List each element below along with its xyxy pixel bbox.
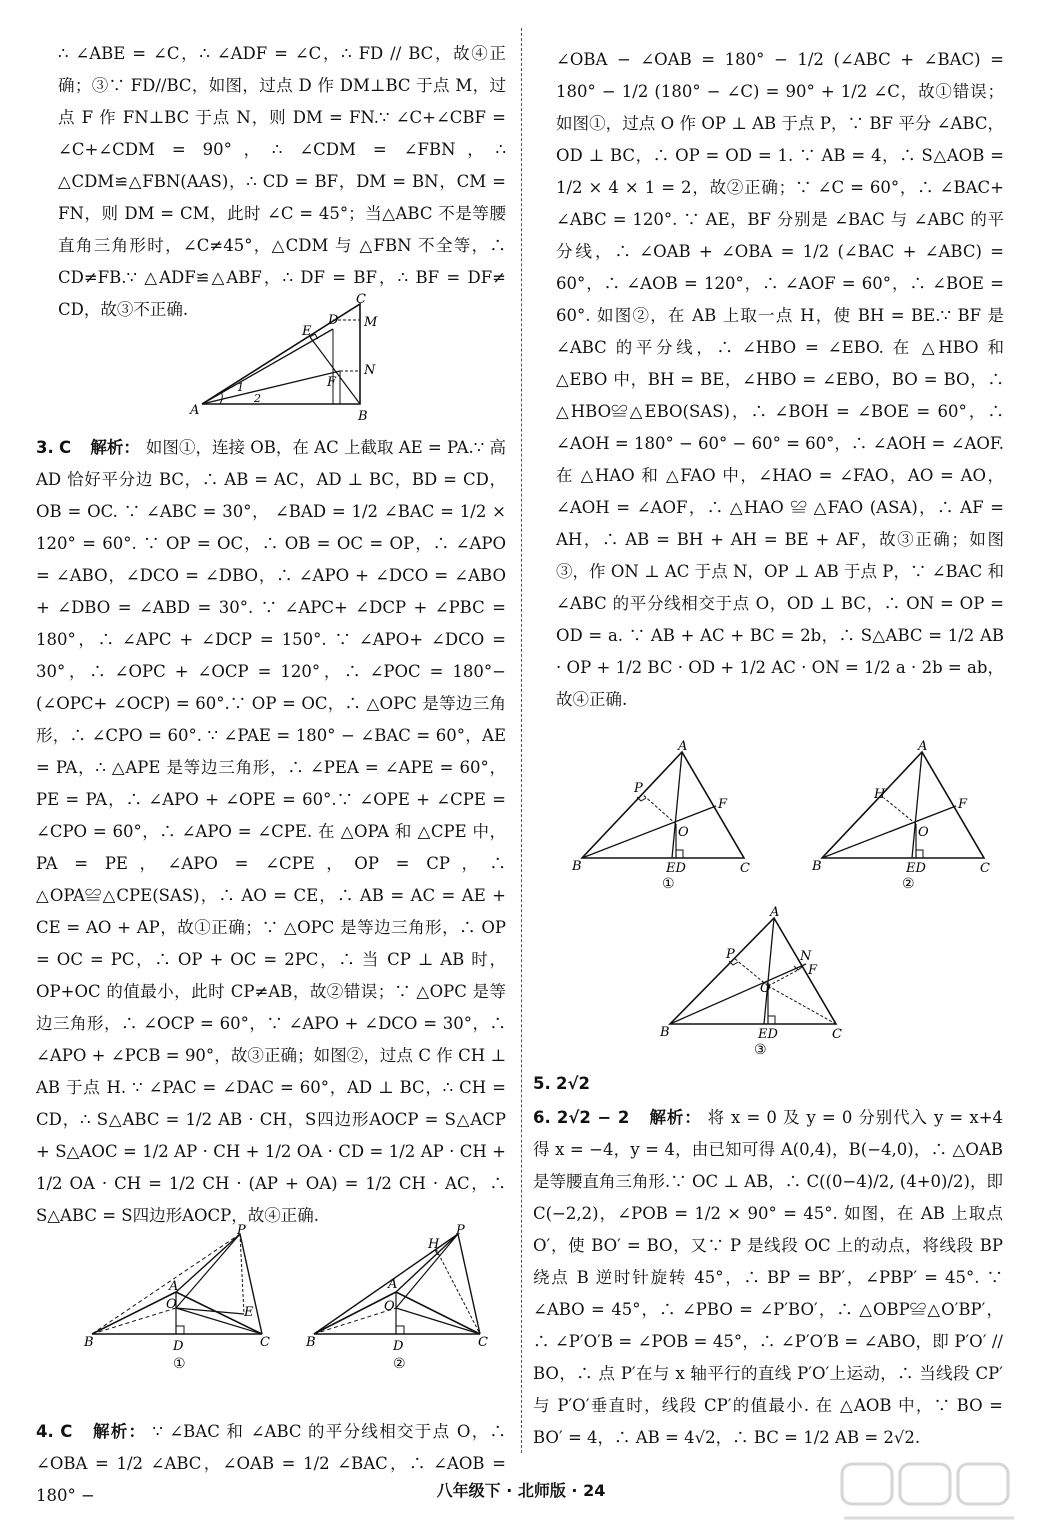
caption-1: ① [662,876,675,892]
page-footer: 八年级下 · 北师版 · 24 [436,1481,606,1500]
svg-text:F: F [958,797,968,812]
svg-text:O: O [166,1297,177,1312]
svg-text:B: B [660,1025,670,1040]
caption-2: ② [393,1356,406,1372]
svg-text:ED: ED [758,1027,778,1042]
svg-text:2: 2 [254,392,261,405]
question-number: 6. [533,1108,551,1127]
svg-text:F: F [808,963,818,978]
svg-text:C: C [356,292,366,307]
svg-text:C: C [740,861,750,876]
svg-text:B: B [572,859,582,874]
questions-5-6 [533,1068,1003,1454]
analysis-tag: 解析： [90,438,140,457]
svg-text:D: D [328,313,339,328]
svg-text:M: M [364,315,378,330]
svg-text:C: C [478,1335,488,1350]
svg-text:O: O [384,1299,395,1314]
answer-choice: C [59,438,72,457]
figure-q3-1 [84,1223,284,1378]
svg-text:B: B [306,1335,316,1350]
analysis-text: 如图①，连接 OB，在 AC 上截取 AE = PA.∵ 高 AD 恰好平分边 BC，∴ AB = AC，AD ⊥ BC，BD = CD，OB = OC. ∵ ∠ABC = 30°， ∠BAD = 1/2 ∠BAC = 1/2 × 120° = 60°. ∵ OP = OC，∴ OB = OC = OP，∴ ∠APO = ∠ABO，∠DCO = ∠DBO，∴ ∠APO + ∠DCO = ∠ABO + ∠DBO = ∠ABD = 30°. ∵ ∠APC+ ∠DCP + ∠PBC = 180°，∴ ∠APC + ∠DCP = 150°. ∵ ∠APO+ ∠DCO = 30°，∴ ∠OPC + ∠OCP = 120°，∴ ∠POC = 180°−(∠OPC+ ∠OCP) = 60°.∵ OP = OC，∴ △OPC 是等边三角形，∴ ∠CPO = 60°. ∵ ∠PAE = 180° − ∠BAC = 60°，AE = PA，∴ △APE 是等边三角形，∴ ∠PEA = ∠APE = 60°，PE = PA，∴ ∠APO + ∠OPE = 60°.∵ ∠OPE + ∠CPE = ∠CPO = 60°，∴ ∠APO = ∠CPE. 在 △OPA 和 △CPE 中，PA = PE，∠APO = ∠CPE，OP = CP，∴ △OPA≌△CPE(SAS)，∴ AO = CE，∴ AB = AC = AE + CE = AO + AP，故①正确；∵ △OPC 是等边三角形，∴ OP = OC = PC，∴ OP + OC = 2PC，∴ 当 CP ⊥ AB 时，OP+OC 的值最小，此时 CP≠AB，故②错误；∵ △OPC 是等边三角形，∴ ∠OCP = 60°，∵ ∠APO + ∠DCO = 30°，∴ ∠APO + ∠PCB = 90°，故③正确；如图②，过点 C 作 CH ⊥ AB 于点 H. ∵ ∠PAC = ∠DAC = 60°，AD ⊥ BC，∴ CH = CD，∴ S△ABC = 1/2 AB · CH，S四边形AOCP = S△ACP + S△AOC = 1/2 AP · CH + 1/2 OA · CD = 1/2 AP · CH + 1/2 OA · CH = 1/2 CH · (AP + OA) = 1/2 CH · AC，∴ S△ABC = S四边形AOCP，故④正确. [36,438,507,1225]
question-4-continued [556,44,1004,716]
paragraph-text: ∴ ∠ABE = ∠C，∴ ∠ADF = ∠C，∴ FD // BC，故④正确；③∵ FD//BC，如图，过点 D 作 DM⊥BC 于点 M，过点 F 作 FN⊥BC 于点 N，则 DM = FN.∵ ∠C+∠CBF = ∠C+∠CDM = 90°，∴ ∠CDM = ∠FBN，∴ △CDM≌△FBN(AAS)，∴ CD = BF，DM = BN，CM = FN，则 DM = CM，此时 ∠C = 45°；当△ABC 不是等腰直角三角形时，∠C≠45°，△CDM 与 △FBN 不全等，∴ CD≠FB.∵ △ADF≌△ABF，∴ DF = BF，∴ BF = DF≠ CD，故③不正确. [58,44,506,319]
figure-q4-1 [572,739,762,892]
analysis-text: ∵ ∠BAC 和 ∠ABC 的平分线相交于点 O，∴ ∠OBA = 1/2 ∠ABC，∠OAB = 1/2 ∠BAC，∴ ∠AOB = 180° − [36,1422,507,1505]
caption-2: ② [902,876,915,892]
answer-choice: C [60,1422,73,1441]
svg-text:N: N [800,949,812,964]
figure-q3-2 [306,1223,506,1378]
svg-text:O: O [678,825,689,840]
svg-text:P: P [726,947,735,962]
svg-text:B: B [358,409,368,424]
svg-text:A: A [678,739,688,754]
svg-text:D: D [393,1339,404,1354]
svg-text:E: E [244,1305,254,1320]
analysis-tag: 解析： [92,1422,147,1441]
svg-text:A: A [388,1277,398,1292]
svg-text:C: C [832,1027,842,1042]
svg-text:ED: ED [666,861,686,876]
svg-text:F: F [327,375,337,390]
analysis-tag: 解析： [649,1108,702,1127]
watermark-logo-icon [834,1458,1024,1528]
svg-text:D: D [173,1339,184,1354]
question-number: 3. [36,438,54,457]
column-divider [521,28,522,1453]
svg-text:P: P [456,1223,465,1238]
svg-text:O: O [760,981,771,996]
svg-text:1: 1 [237,381,244,394]
svg-text:ED: ED [906,861,926,876]
left-top-paragraph [58,38,506,326]
svg-text:A: A [169,1279,179,1294]
figure-triangle-abc-mn [190,292,390,426]
svg-text:A: A [190,403,200,418]
svg-text:O: O [918,825,929,840]
svg-text:N: N [364,363,376,378]
question-number: 4. [36,1422,54,1441]
analysis-text: ∠OBA − ∠OAB = 180° − 1/2 (∠ABC + ∠BAC) = 180° − 1/2 (180° − ∠C) = 90° + 1/2 ∠C，故①错误；如图①，过点 O 作 OP ⊥ AB 于点 P，∵ BF 平分 ∠ABC，OD ⊥ BC，∴ OP = OD = 1. ∵ AB = 4，∴ S△AOB = 1/2 × 4 × 1 = 2，故②正确；∵ ∠C = 60°，∴ ∠BAC+ ∠ABC = 120°. ∵ AE，BF 分别是 ∠BAC 与 ∠ABC 的平分线，∴ ∠OAB + ∠OBA = 1/2 (∠BAC + ∠ABC) = 60°，∴ ∠AOB = 120°，∴ ∠AOF = 60°，∴ ∠BOE = 60°. 如图②，在 AB 上取一点 H，使 BH = BE.∵ BF 是 ∠ABC 的平分线，∴ ∠HBO = ∠EBO. 在 △HBO 和 △EBO 中，BH = BE，∠HBO = ∠EBO，BO = BO，∴ △HBO≌△EBO(SAS)，∴ ∠BOH = ∠BOE = 60°，∴ ∠AOH = 180° − 60° − 60° = 60°，∴ ∠AOH = ∠AOF. 在 △HAO 和 △FAO 中，∠HAO = ∠FAO，AO = AO，∠AOH = ∠AOF，∴ △HAO ≌ △FAO (ASA)，∴ AF = AH，∴ AB = BH + AH = BE + AF，故③正确；如图③，作 ON ⊥ AC 于点 N，OP ⊥ AB 于点 P，∵ ∠BAC 和 ∠ABC 的平分线相交于点 O，OD ⊥ BC，∴ ON = OP = OD = a. ∵ AB + AC + BC = 2b，∴ S△ABC = 1/2 AB · OP + 1/2 BC · OD + 1/2 AC · ON = 1/2 a · 2b = ab，故④正确. [556,50,1005,709]
svg-text:F: F [718,797,728,812]
svg-text:A: A [918,739,928,754]
svg-text:P: P [634,781,643,796]
svg-text:C: C [980,861,990,876]
question-number: 5. [533,1074,551,1093]
svg-text:E: E [302,324,312,339]
svg-text:H: H [874,787,886,802]
svg-text:B: B [812,859,822,874]
question-3 [36,432,506,1232]
answer-value: 2√2 [556,1074,590,1093]
answer-value: 2√2 − 2 [556,1108,630,1127]
svg-text:A: A [770,905,780,920]
figure-q4-2 [812,739,1002,892]
figure-q4-3 [660,905,850,1058]
svg-text:P: P [237,1223,246,1238]
analysis-text: 将 x = 0 及 y = 0 分别代入 y = x+4 得 x = −4，y = 4，由已知可得 A(0,4)，B(−4,0)，∴ △OAB 是等腰直角三角形.∵ OC ⊥ AB，∴ C((0−4)/2, (4+0)/2)，即 C(−2,2)，∠POB = 1/2 × 90° = 45°. 如图，在 AB 上取点 O′，使 BO′ = BO，又∵ P 是线段 OC 上的动点，将线段 BP 绕点 B 逆时针旋转 45°，∴ BP = BP′，∠PBP′ = 45°. ∵ ∠ABO = 45°，∴ ∠PBO = ∠P′BO′，∴ △OBP≌△O′BP′，∴ ∠P′O′B = ∠POB = 45°，∴ ∠P′O′B = ∠ABO，即 P′O′ // BO，∴ 点 P′在与 x 轴平行的直线 P′O′上运动，∴ 当线段 CP′与 P′O′垂直时，线段 CP′的值最小. 在 △AOB 中，∵ BO = BO′ = 4，∴ AB = 4√2，∴ BC = 1/2 AB = 2√2. [533,1108,1003,1447]
caption-3: ③ [754,1042,767,1058]
svg-text:B: B [84,1335,94,1350]
svg-text:H: H [428,1237,440,1252]
svg-text:C: C [260,1335,270,1350]
caption-1: ① [173,1356,186,1372]
